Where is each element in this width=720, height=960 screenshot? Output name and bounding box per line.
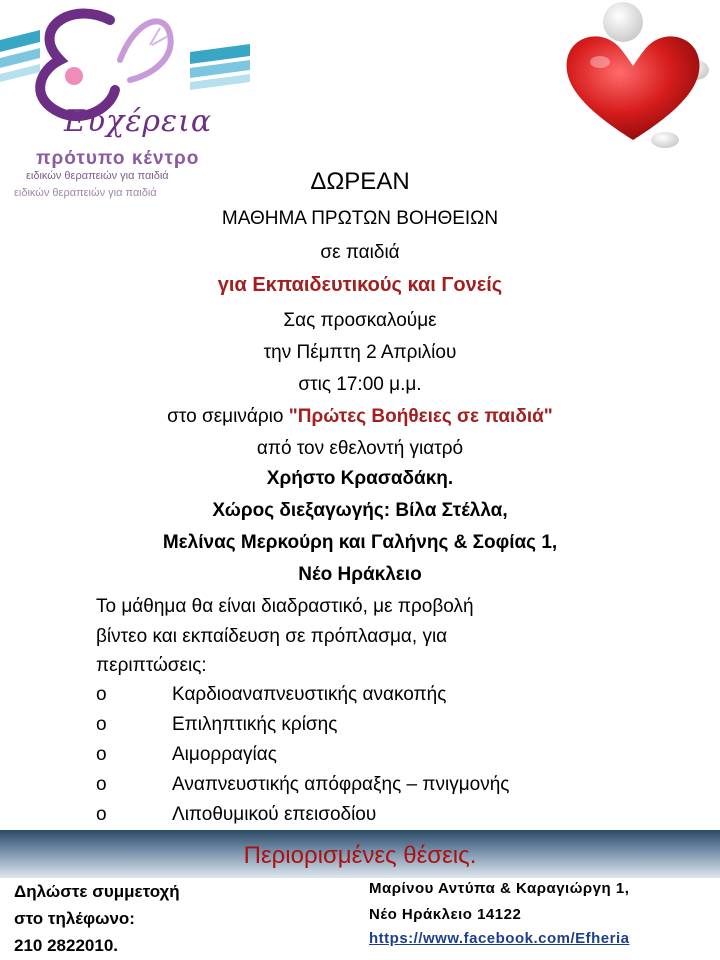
logo-center-text: πρότυπο κέντρο [36, 148, 200, 169]
limited-seats-banner: Περιορισμένες θέσεις. [243, 842, 477, 869]
seminar-title: "Πρώτες Βοήθειες σε παιδιά" [288, 406, 553, 427]
seminar-line [0, 406, 720, 428]
heart-figure-icon [545, 0, 720, 150]
audience-children: σε παιδιά [320, 242, 400, 263]
bullet-marker: o [96, 744, 107, 765]
facebook-link[interactable]: https://www.facebook.com/Efheria [369, 930, 630, 947]
list-item: Αναπνευστικής απόφραξης – πνιγμονής [172, 774, 510, 795]
invitation-text: Σας προσκαλούμε [283, 310, 437, 331]
venue-area: Νέο Ηράκλειο [298, 564, 422, 585]
list-item: Αιμορραγίας [172, 744, 277, 765]
bullet-marker: o [96, 714, 107, 735]
phone-label: στο τηλέφωνο: [14, 909, 135, 928]
venue-address: Μελίνας Μερκούρη και Γαλήνης & Σοφίας 1, [162, 532, 558, 553]
bullet-marker: o [96, 774, 107, 795]
bullet-marker: o [96, 684, 107, 705]
logo-brand-text: Ευχέρεια [64, 104, 213, 139]
list-item: Καρδιοαναπνευστικής ανακοπής [172, 684, 447, 705]
address-line-1: Μαρίνου Αντύπα & Καραγιώργη 1, [369, 880, 630, 897]
logo-subtitle: ειδικών θεραπειών για παιδιά [26, 170, 169, 182]
event-date: την Πέμπτη 2 Απριλίου [263, 342, 457, 363]
description-line-1: Το μάθημα θα είναι διαδραστικό, με προβολή [96, 596, 474, 617]
address-line-2: Νέο Ηράκλειο 14122 [369, 906, 522, 923]
event-time: στις 17:00 μ.μ. [298, 374, 422, 395]
course-title: ΜΑΘΗΜΑ ΠΡΩΤΩΝ ΒΟΗΘΕΙΩΝ [221, 208, 499, 229]
logo-subtitle-reflection: ειδικών θεραπειών για παιδιά [14, 187, 157, 199]
phone-number: 210 2822010. [14, 936, 118, 955]
doctor-intro: από τον εθελοντή γιατρό [256, 438, 464, 459]
venue-name: Χώρος διεξαγωγής: Βίλα Στέλλα, [212, 500, 508, 521]
seminar-prefix: στο σεμινάριο [167, 406, 289, 427]
list-item: Λιποθυμικού επεισοδίου [172, 804, 377, 825]
doctor-name: Χρήστο Κρασαδάκη. [266, 468, 454, 489]
target-audience: για Εκπαιδευτικούς και Γονείς [217, 274, 503, 296]
register-label: Δηλώστε συμμετοχή [14, 882, 180, 901]
description-line-2: βίντεο και εκπαίδευση σε πρόπλασμα, για [96, 626, 448, 647]
description-line-3: περιπτώσεις: [96, 655, 207, 676]
list-item: Επιληπτικής κρίσης [172, 714, 338, 735]
free-heading: ΔΩΡΕΑΝ [310, 168, 410, 195]
bullet-marker: o [96, 804, 107, 825]
